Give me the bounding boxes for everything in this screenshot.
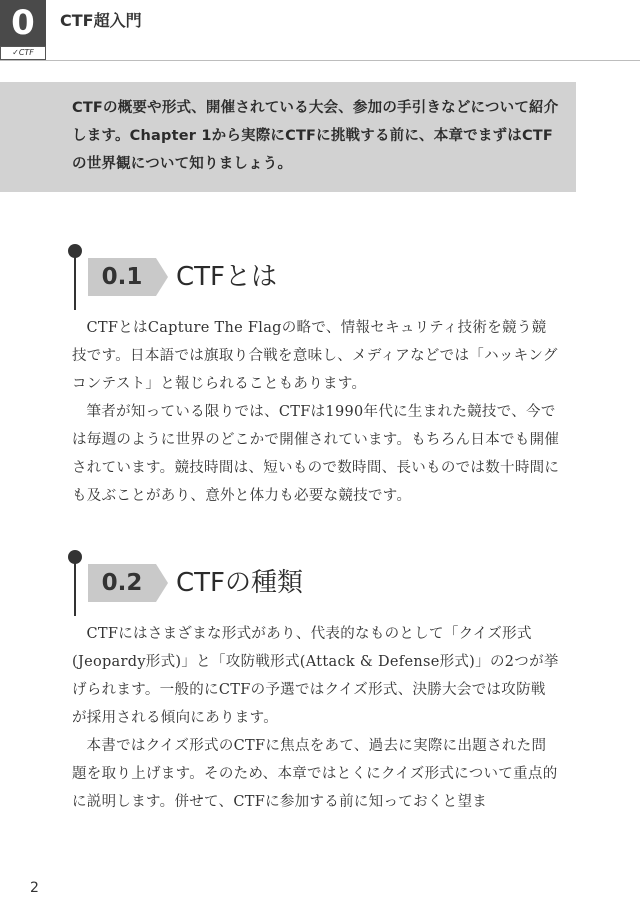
section-number: 0.1 <box>88 258 156 296</box>
intro-box <box>0 82 576 192</box>
paragraph: 本書ではクイズ形式のCTFに焦点をあて、過去に実際に出題された問題を取り上げます。そのため、本章ではとくにクイズ形式について重点的に説明します。併せて、CTFに参加する前に知っておくと望ま <box>72 738 558 810</box>
chapter-number-tab: 0 <box>0 0 46 46</box>
paragraph: 筆者が知っている限りでは、CTFは1990年代に生まれた競技で、今では毎週のように世界のどこかで開催されています。もちろん日本でも開催されています。競技時間は、短いもので数時間、長いものでは数十時間にも及ぶことがあり、意外と体力も必要な競技です。 <box>72 404 560 504</box>
section-rule <box>74 560 76 616</box>
chapter-title: CTF超入門 <box>60 11 142 30</box>
section-heading-0-2 <box>68 550 348 616</box>
section-heading-0-1 <box>68 244 328 310</box>
chapter-tag: ✓CTF <box>0 46 46 60</box>
intro-text: CTFの概要や形式、開催されている大会、参加の手引きなどについて紹介します。Chapter 1から実際にCTFに挑戦する前に、本章でまずはCTFの世界観について知りましょう。 <box>72 100 559 172</box>
section-rule <box>74 254 76 310</box>
section-notch <box>156 258 168 296</box>
paragraph: CTFとはCapture The Flagの略で、情報セキュリティ技術を競う競技です。日本語では旗取り合戦を意味し、メディアなどでは「ハッキングコンテスト」と報じられることもあります。 <box>72 320 558 392</box>
paragraph: CTFにはさまざまな形式があり、代表的なものとして「クイズ形式(Jeopardy形式)」と「攻防戦形式(Attack & Defense形式)」の2つが挙げられます。一般的にCTFの予選ではクイズ形式、決勝大会では攻防戦が採用される傾向にあります。 <box>72 626 559 726</box>
section-title: CTFの種類 <box>176 568 303 598</box>
section-title: CTFとは <box>176 262 277 292</box>
page-number: 2 <box>30 880 39 896</box>
header-rule <box>0 60 640 61</box>
section-number: 0.2 <box>88 564 156 602</box>
section-notch <box>156 564 168 602</box>
